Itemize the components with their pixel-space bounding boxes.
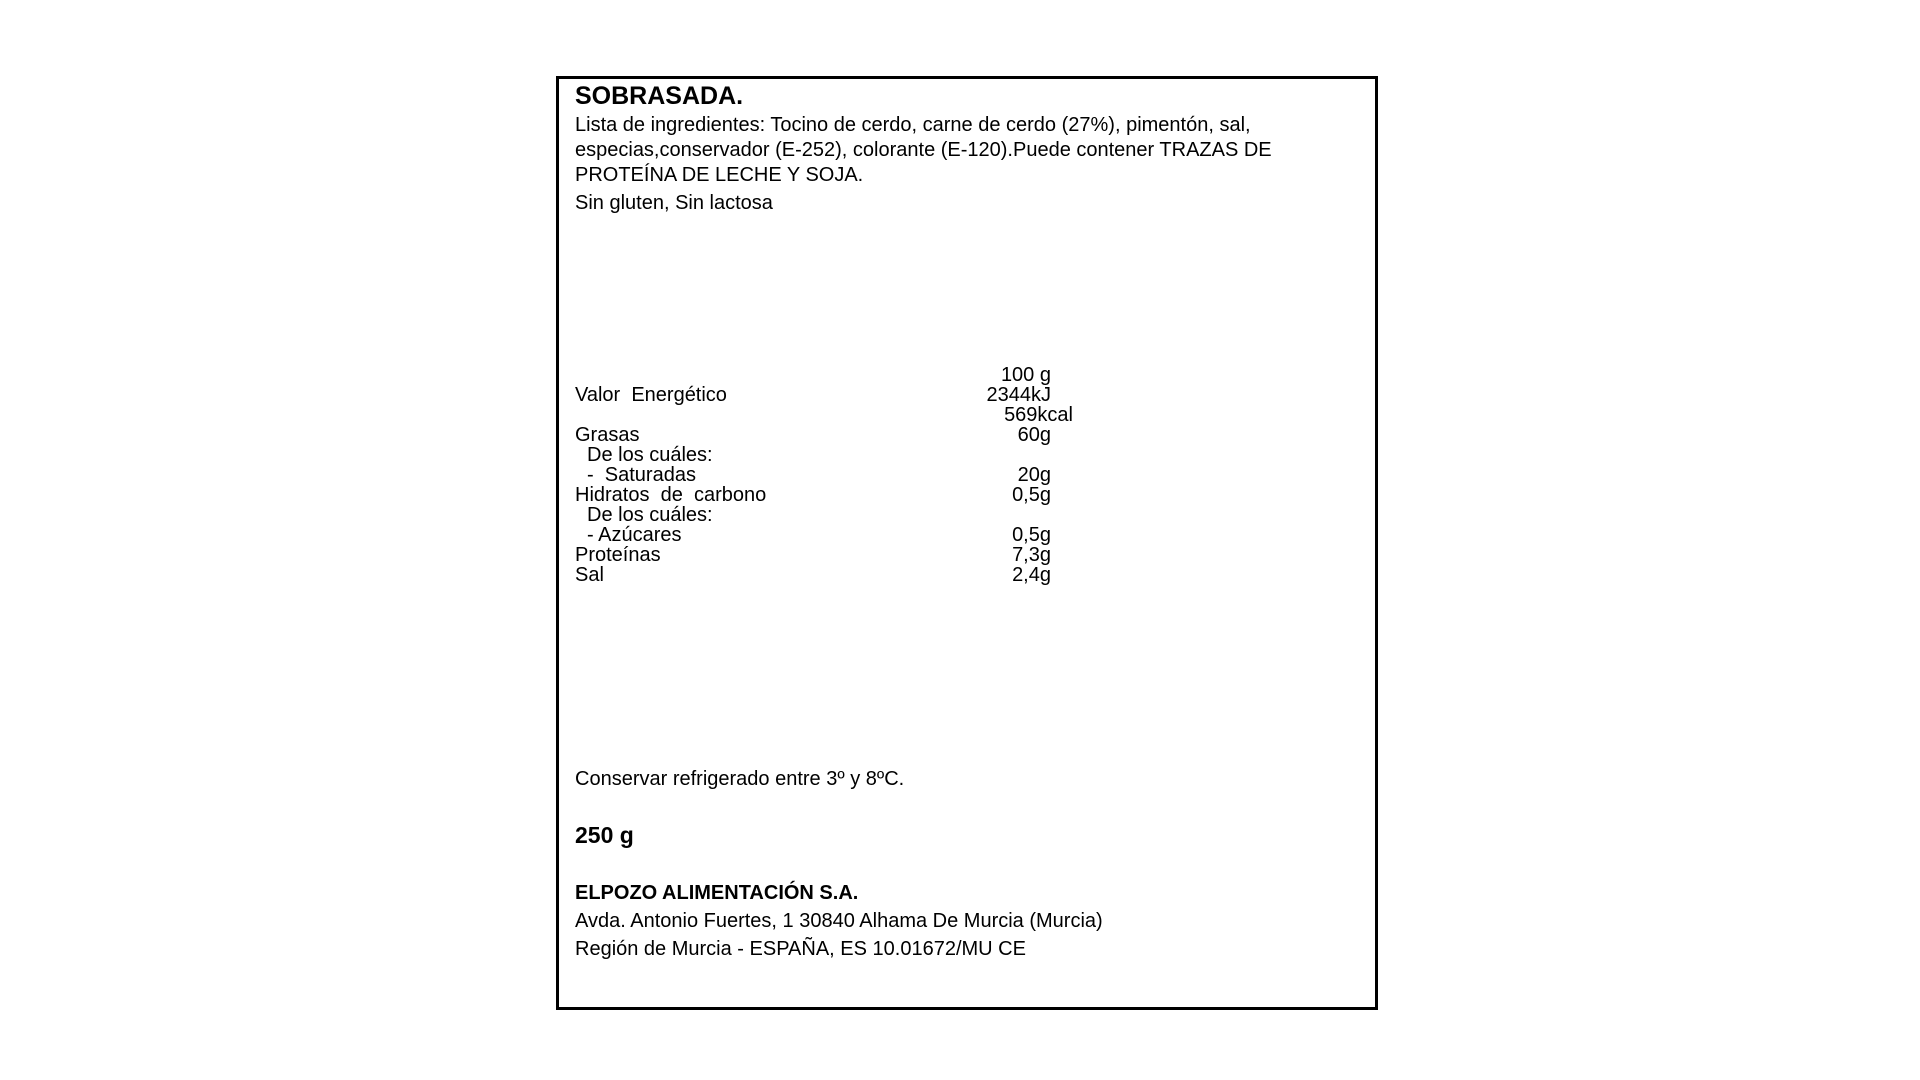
storage-instructions: Conservar refrigerado entre 3º y 8ºC. (575, 768, 905, 790)
company-registry: Región de Murcia - ESPAÑA, ES 10.01672/MU CE (575, 938, 1026, 960)
ingredients-list (575, 113, 1365, 188)
nutrition-value: 569kcal (1004, 404, 1073, 426)
ingredients-line: PROTEÍNA DE LECHE Y SOJA. (575, 164, 864, 186)
nutrition-header-value: 100 g (1000, 364, 1051, 386)
nutrition-value: 60g (1017, 424, 1051, 446)
nutrition-label: Sal (575, 564, 604, 586)
nutrition-label: - Saturadas (587, 464, 696, 486)
product-title: SOBRASADA. (575, 82, 744, 110)
ingredients-line: especias,conservador (E-252), colorante (E-120).Puede contener TRAZAS DE (575, 139, 1272, 161)
nutrition-label: De los cuáles: (587, 504, 713, 526)
product-label (556, 76, 1378, 1010)
nutrition-label: Grasas (575, 424, 640, 446)
company-address: Avda. Antonio Fuertes, 1 30840 Alhama De Murcia (Murcia) (575, 910, 1103, 932)
nutrition-value: 2344kJ (986, 384, 1051, 406)
nutrition-label: De los cuáles: (587, 444, 713, 466)
nutrition-label: Hidratos de carbono (575, 484, 767, 506)
nutrition-value: 0,5g (1012, 484, 1051, 506)
nutrition-value: 0,5g (1012, 524, 1051, 546)
nutrition-label: - Azúcares (587, 524, 682, 546)
allergen-free-note: Sin gluten, Sin lactosa (575, 192, 773, 214)
nutrition-value: 7,3g (1012, 544, 1051, 566)
nutrition-value: 2,4g (1012, 564, 1051, 586)
ingredients-line: Lista de ingredientes: Tocino de cerdo, carne de cerdo (27%), pimentón, sal, (575, 114, 1251, 136)
nutrition-value: 20g (1017, 464, 1051, 486)
nutrition-label: Proteínas (575, 544, 661, 566)
net-weight: 250 g (575, 822, 634, 848)
company-name: ELPOZO ALIMENTACIÓN S.A. (575, 882, 859, 904)
nutrition-label: Valor Energético (575, 384, 727, 406)
